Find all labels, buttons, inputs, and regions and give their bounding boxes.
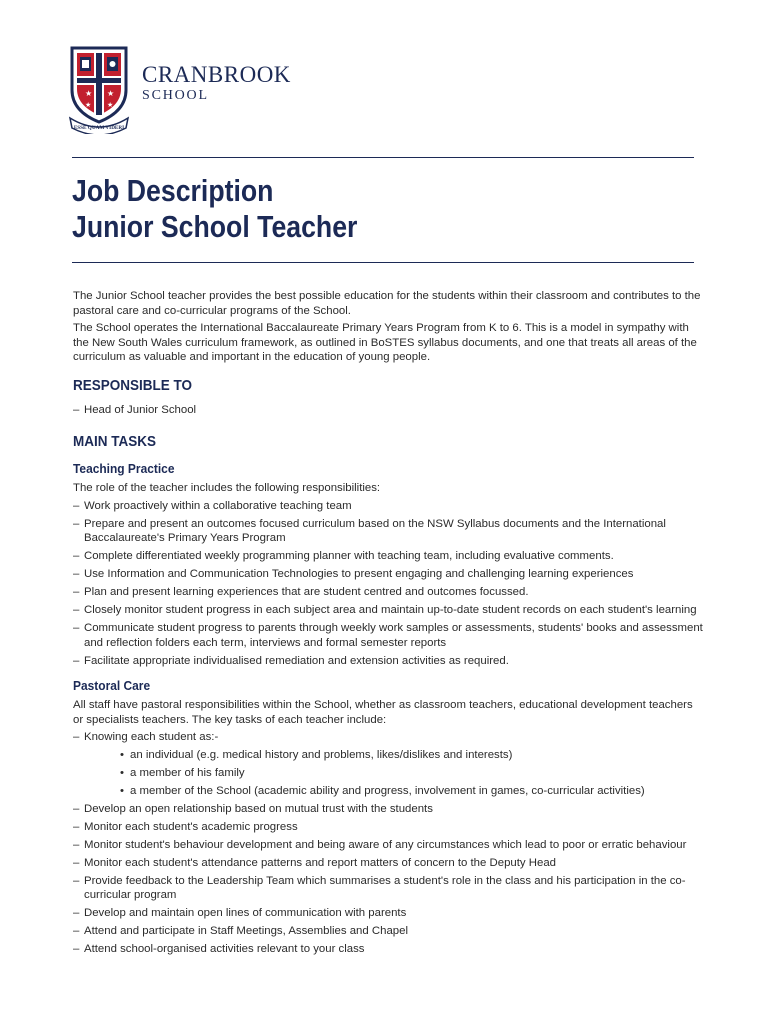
knowing-label: Knowing each student as:- — [84, 731, 219, 743]
pastoral-care-heading: Pastoral Care — [73, 678, 151, 693]
teaching-practice-list — [73, 499, 703, 669]
school-crest-logo — [68, 44, 130, 134]
list-item: – Facilitate appropriate individualised remediation and extension activities as required. — [73, 654, 703, 669]
svg-text:ESSE QUAM VIDERI: ESSE QUAM VIDERI — [73, 125, 125, 131]
top-divider — [72, 157, 694, 158]
svg-text:★: ★ — [107, 101, 114, 109]
sublist-item: • a member of the School (academic ability and progress, involvement in games, co-curricular activities) — [120, 784, 703, 799]
pastoral-care-lead: All staff have pastoral responsibilities within the School, whether as classroom teachers, educational development teachers or specialists teachers. The key tasks of each teacher include: — [73, 699, 693, 726]
title-line-1: Job Description — [72, 173, 274, 208]
responsible-to-heading: RESPONSIBLE TO — [73, 376, 193, 394]
intro-paragraph: The School operates the International Baccalaureate Primary Years Program from K to 6. This is a model in sympathy with the New South Wales curriculum framework, as outlined in BoSTES syllabus documents, and one that treats all areas of the curriculum as valuable and important in the education of young people. — [73, 322, 697, 363]
svg-text:★: ★ — [85, 101, 92, 109]
list-item: – Use Information and Communication Technologies to present engaging and challenging learning experiences — [73, 567, 703, 582]
teaching-practice-heading: Teaching Practice — [73, 461, 175, 476]
list-item — [73, 730, 703, 798]
svg-text:★: ★ — [85, 89, 93, 98]
main-tasks-heading: MAIN TASKS — [73, 433, 157, 450]
list-item: – Monitor student's behaviour development and being aware of any circumstances which lead to poor or erratic behaviour — [73, 838, 703, 853]
list-item: – Monitor each student's attendance patterns and report matters of concern to the Deputy Head — [73, 856, 703, 871]
responsible-to-list — [73, 403, 703, 418]
page-title — [72, 173, 357, 245]
list-item: – Provide feedback to the Leadership Team which summarises a student's role in the class and his participation in the co-curricular program — [73, 874, 703, 903]
list-item: – Attend school-organised activities relevant to your class — [73, 942, 703, 957]
list-item: – Complete differentiated weekly programming planner with teaching team, including evaluative comments. — [73, 549, 703, 564]
brand-name: CRANBROOK — [142, 62, 291, 87]
title-divider — [72, 262, 694, 263]
list-item: – Attend and participate in Staff Meetings, Assemblies and Chapel — [73, 924, 703, 939]
intro-paragraph: The Junior School teacher provides the best possible education for the students within their classroom and contributes to the pastoral care and co-curricular programs of the School. — [73, 290, 701, 317]
teaching-practice-lead: The role of the teacher includes the following responsibilities: — [73, 482, 381, 494]
list-item: – Prepare and present an outcomes focused curriculum based on the NSW Syllabus documents and the International Baccalaureate's Primary Years Program — [73, 517, 703, 546]
pastoral-care-list — [73, 730, 703, 957]
list-item: – Work proactively within a collaborative teaching team — [73, 499, 703, 514]
school-wordmark — [142, 62, 291, 104]
sublist-item: • a member of his family — [120, 766, 703, 781]
list-item: – Develop and maintain open lines of communication with parents — [73, 906, 703, 921]
list-item: – Develop an open relationship based on mutual trust with the students — [73, 802, 703, 817]
page-header — [68, 44, 694, 136]
svg-text:★: ★ — [107, 89, 115, 98]
title-line-2: Junior School Teacher — [72, 209, 358, 244]
list-item: – Communicate student progress to parents through weekly work samples or assessments, students' books and assessment and reflection folders each term, interviews and formal semester reports — [73, 621, 703, 650]
list-item: – Head of Junior School — [73, 403, 703, 418]
document-body — [73, 289, 703, 960]
sublist-item: • an individual (e.g. medical history and problems, likes/dislikes and interests) — [120, 748, 703, 763]
list-item: – Monitor each student's academic progress — [73, 820, 703, 835]
brand-subtitle: SCHOOL — [142, 88, 209, 103]
list-item: – Closely monitor student progress in each subject area and maintain up-to-date student records on each student's learning — [73, 603, 703, 618]
knowing-sublist — [120, 748, 703, 799]
list-item: – Plan and present learning experiences that are student centred and outcomes focussed. — [73, 585, 703, 600]
